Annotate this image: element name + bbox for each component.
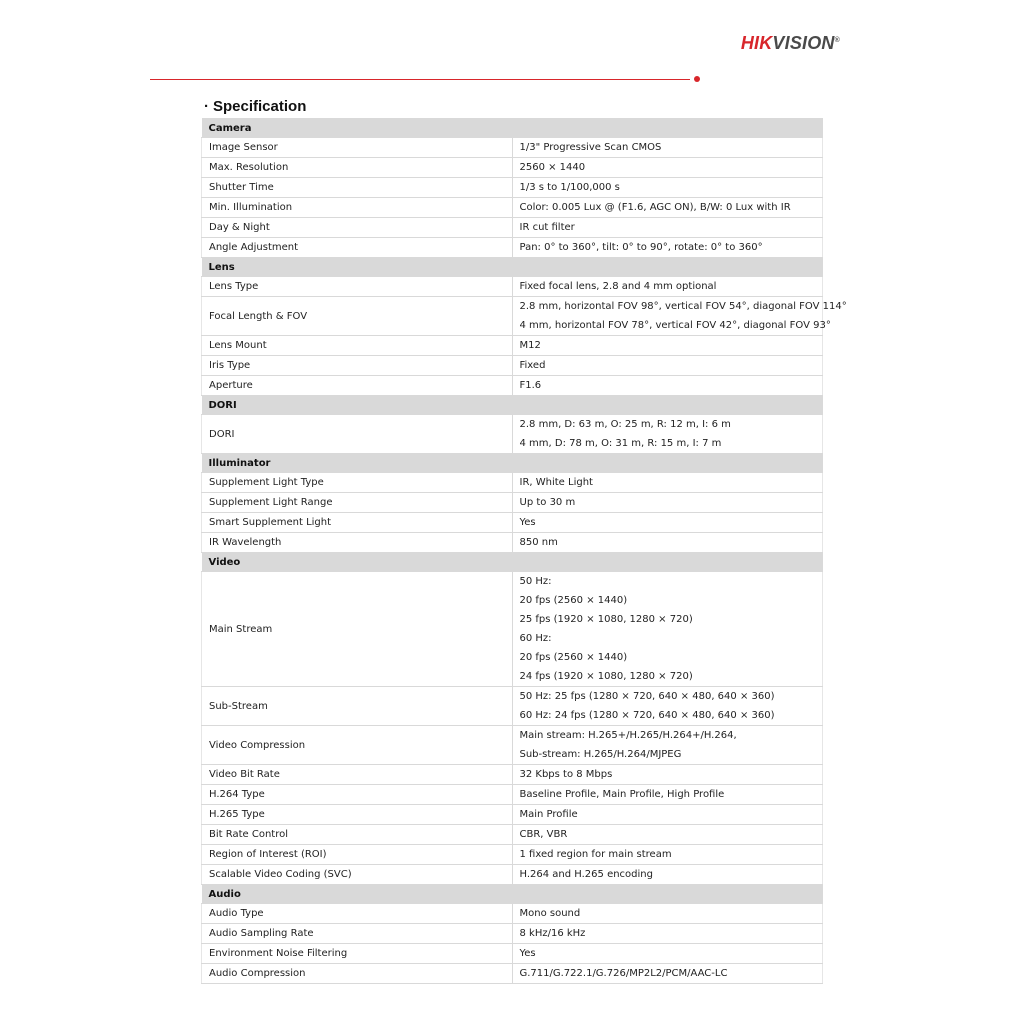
spec-value-line: H.264 and H.265 encoding [519, 869, 653, 880]
spec-key: Aperture [202, 376, 513, 396]
spec-value-line: F1.6 [519, 380, 542, 391]
spec-key: Focal Length & FOV [202, 297, 513, 336]
category-row [202, 119, 823, 138]
spec-value-line: CBR, VBR [519, 829, 568, 840]
category-label: Video [202, 553, 823, 572]
spec-row [202, 765, 823, 785]
spec-value-line: 32 Kbps to 8 Mbps [519, 769, 613, 780]
spec-key: Bit Rate Control [202, 825, 513, 845]
spec-value [512, 198, 823, 218]
spec-value-line: Yes [519, 948, 536, 959]
spec-row [202, 825, 823, 845]
spec-value-line: IR cut filter [519, 222, 575, 233]
spec-table [201, 118, 847, 984]
spec-value [512, 178, 823, 198]
header-rule-dot [694, 76, 700, 82]
spec-value [512, 726, 823, 765]
category-label: Lens [202, 258, 823, 277]
spec-key: Environment Noise Filtering [202, 944, 513, 964]
spec-row [202, 687, 823, 726]
spec-value-line: Yes [519, 517, 536, 528]
spec-value-line: 1/3" Progressive Scan CMOS [519, 142, 662, 153]
spec-value-line: Sub-stream: H.265/H.264/MJPEG [519, 749, 682, 760]
spec-value-line: G.711/G.722.1/G.726/MP2L2/PCM/AAC-LC [519, 968, 728, 979]
spec-value [512, 158, 823, 178]
category-row [202, 885, 823, 904]
spec-key: Lens Mount [202, 336, 513, 356]
spec-value-line: 2.8 mm, D: 63 m, O: 25 m, R: 12 m, I: 6 m [519, 419, 731, 430]
spec-value [512, 473, 823, 493]
spec-key: Scalable Video Coding (SVC) [202, 865, 513, 885]
spec-value-line: 4 mm, horizontal FOV 78°, vertical FOV 42°, diagonal FOV 93° [519, 320, 831, 331]
spec-value [512, 356, 823, 376]
spec-key: Angle Adjustment [202, 238, 513, 258]
spec-row [202, 924, 823, 944]
section-title-text: Specification [213, 98, 307, 115]
spec-row [202, 158, 823, 178]
spec-value [512, 513, 823, 533]
spec-value [512, 493, 823, 513]
spec-value-line: M12 [519, 340, 541, 351]
spec-value-line: Fixed [519, 360, 546, 371]
spec-key: Sub-Stream [202, 687, 513, 726]
spec-row [202, 533, 823, 553]
category-row [202, 258, 823, 277]
spec-row [202, 218, 823, 238]
spec-value-line: Fixed focal lens, 2.8 and 4 mm optional [519, 281, 717, 292]
spec-value [512, 277, 823, 297]
category-row [202, 553, 823, 572]
spec-value [512, 415, 823, 454]
spec-row [202, 415, 823, 454]
spec-key: Main Stream [202, 572, 513, 687]
spec-key: IR Wavelength [202, 533, 513, 553]
section-bullet: · [204, 98, 209, 115]
spec-row [202, 178, 823, 198]
spec-row [202, 238, 823, 258]
hikvision-logo [741, 33, 840, 54]
section-title [204, 98, 306, 115]
spec-row [202, 944, 823, 964]
registered-mark: ® [834, 37, 840, 44]
spec-row [202, 964, 823, 984]
category-label: Camera [202, 119, 823, 138]
spec-value [512, 904, 823, 924]
spec-row [202, 198, 823, 218]
spec-value [512, 376, 823, 396]
spec-key: Min. Illumination [202, 198, 513, 218]
spec-key: Day & Night [202, 218, 513, 238]
spec-row [202, 376, 823, 396]
spec-value-line: Up to 30 m [519, 497, 576, 508]
spec-key: Region of Interest (ROI) [202, 845, 513, 865]
spec-row [202, 726, 823, 765]
spec-key: Audio Sampling Rate [202, 924, 513, 944]
spec-value [512, 138, 823, 158]
spec-value-line: Main stream: H.265+/H.265/H.264+/H.264, [519, 730, 737, 741]
spec-key: Smart Supplement Light [202, 513, 513, 533]
spec-key: Video Bit Rate [202, 765, 513, 785]
category-row [202, 454, 823, 473]
spec-value [512, 825, 823, 845]
spec-value-line: IR, White Light [519, 477, 593, 488]
spec-value-line: 60 Hz: [519, 633, 552, 644]
spec-row [202, 138, 823, 158]
spec-key: H.265 Type [202, 805, 513, 825]
spec-value [512, 238, 823, 258]
spec-value [512, 533, 823, 553]
spec-value-line: Baseline Profile, Main Profile, High Profile [519, 789, 725, 800]
spec-key: Lens Type [202, 277, 513, 297]
spec-value-line: 50 Hz: 25 fps (1280 × 720, 640 × 480, 640 × 360) [519, 691, 775, 702]
spec-value [512, 336, 823, 356]
spec-value-line: 1/3 s to 1/100,000 s [519, 182, 620, 193]
spec-value-line: 1 fixed region for main stream [519, 849, 672, 860]
spec-value [512, 765, 823, 785]
spec-value [512, 805, 823, 825]
spec-value-line: 2560 × 1440 [519, 162, 586, 173]
spec-value-line: 25 fps (1920 × 1080, 1280 × 720) [519, 614, 693, 625]
spec-row [202, 297, 823, 336]
spec-row [202, 785, 823, 805]
category-label: Audio [202, 885, 823, 904]
spec-row [202, 904, 823, 924]
spec-value-line: 2.8 mm, horizontal FOV 98°, vertical FOV 54°, diagonal FOV 114° [519, 301, 847, 312]
spec-key: Video Compression [202, 726, 513, 765]
spec-value [512, 924, 823, 944]
spec-row [202, 493, 823, 513]
spec-key: Supplement Light Range [202, 493, 513, 513]
spec-value [512, 865, 823, 885]
spec-key: Shutter Time [202, 178, 513, 198]
spec-row [202, 805, 823, 825]
spec-value-line: 50 Hz: [519, 576, 552, 587]
category-row [202, 396, 823, 415]
logo-grey-part: VISION [772, 33, 835, 53]
spec-key: DORI [202, 415, 513, 454]
spec-value-line: 24 fps (1920 × 1080, 1280 × 720) [519, 671, 693, 682]
spec-row [202, 336, 823, 356]
spec-value-line: 60 Hz: 24 fps (1280 × 720, 640 × 480, 640 × 360) [519, 710, 775, 721]
spec-key: Audio Type [202, 904, 513, 924]
spec-value [512, 218, 823, 238]
spec-row [202, 845, 823, 865]
category-label: Illuminator [202, 454, 823, 473]
spec-value-line: Color: 0.005 Lux @ (F1.6, AGC ON), B/W: 0 Lux with IR [519, 202, 791, 213]
spec-row [202, 865, 823, 885]
spec-row [202, 356, 823, 376]
spec-key: Audio Compression [202, 964, 513, 984]
spec-value [512, 297, 847, 336]
spec-value-line: Mono sound [519, 908, 581, 919]
spec-value-line: Pan: 0° to 360°, tilt: 0° to 90°, rotate: 0° to 360° [519, 242, 763, 253]
spec-value [512, 964, 823, 984]
spec-value [512, 845, 823, 865]
spec-key: Max. Resolution [202, 158, 513, 178]
spec-row [202, 473, 823, 493]
spec-key: Image Sensor [202, 138, 513, 158]
spec-row [202, 572, 823, 687]
spec-value [512, 687, 823, 726]
spec-value-line: 850 nm [519, 537, 558, 548]
spec-key: H.264 Type [202, 785, 513, 805]
spec-key: Supplement Light Type [202, 473, 513, 493]
spec-value [512, 785, 823, 805]
spec-key: Iris Type [202, 356, 513, 376]
category-label: DORI [202, 396, 823, 415]
spec-value-line: Main Profile [519, 809, 578, 820]
header-rule [150, 79, 690, 80]
spec-value [512, 944, 823, 964]
logo-red-part: HIK [740, 33, 773, 53]
spec-value-line: 20 fps (2560 × 1440) [519, 652, 628, 663]
spec-value [512, 572, 823, 687]
spec-row [202, 513, 823, 533]
spec-value-line: 4 mm, D: 78 m, O: 31 m, R: 15 m, I: 7 m [519, 438, 722, 449]
spec-value-line: 8 kHz/16 kHz [519, 928, 586, 939]
spec-row [202, 277, 823, 297]
spec-value-line: 20 fps (2560 × 1440) [519, 595, 628, 606]
